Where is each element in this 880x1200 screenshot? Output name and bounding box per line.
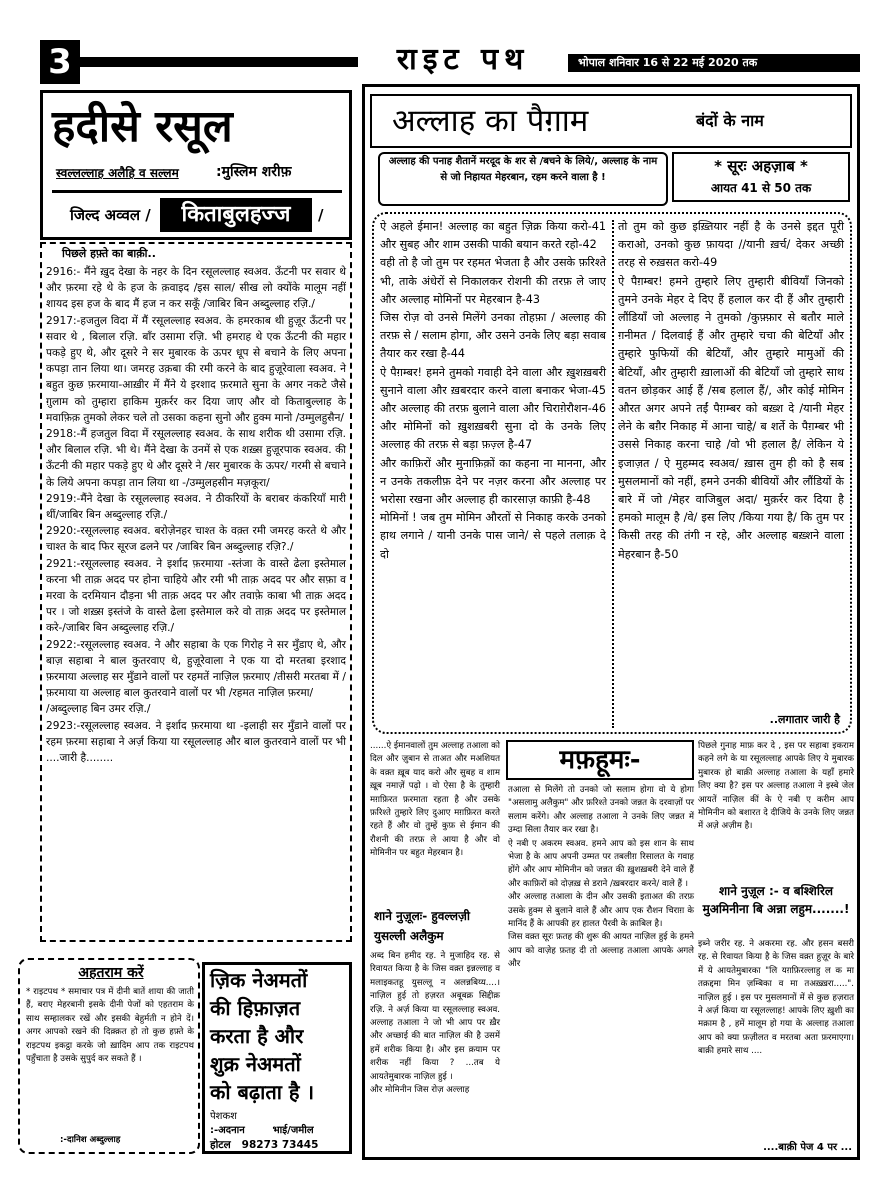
allah-title: अल्लाह का पैग़ाम bbox=[392, 103, 589, 139]
shane-right-title: शाने नुज़ूल :- व बश्शिरिल मुअमिनीना बि अन्ना लहुम.......! bbox=[702, 884, 850, 916]
baki-label: ....बाक़ी पेज 4 पर ... bbox=[763, 1142, 852, 1153]
ehtram-body: * राइटपथ * समाचार पत्र में दीनी बातें शाया की जाती हैं, बराए मेहरबानी इसके दीनी पेजों को एहतराम के साथ सम्हालकर रखें और इसकी बेहुर्मती न होने दें। अगर आपको रखने की दिक़्क़त हो तो कुछ हफ़्ते के राइटपथ इकट्ठा करके जो ख़ादिम आप तक राइटपथ पहुँचाता है उसके सुपुर्द कर सकते हैं । bbox=[26, 987, 197, 1065]
surah-ayat: आयत 41 से 50 तक bbox=[710, 181, 812, 195]
header-rule bbox=[80, 57, 358, 67]
mafhoom-middle: तआला से मिलेंगे तो उनको जो सलाम होगा वो ये होगा "असलामु अलैकुम" और फ़रिश्ते उनको जन्नत के दरवाज़ों पर सलाम करेंगे। और अल्लाह तआला ने उनके लिए जन्नत में उम्दा सिला तैयार कर रखा है। ऐ नबी ए अकरम स्वअव. हमने आप को इस शान के साथ भेजा है के आप अपनी उम्मत पर तबलीग़ रिसालत के गवाह होंगे और आप मोमिनीन को जन्नत की ख़ुशख़बरी देने वाले हैं और काफ़िरों को दोज़ख़ से डराने /ख़बरदार करने/ वाले हैं । और अल्लाह तआला के दीन और उसकी इताअत की तरफ़ उसके हुक्म से बुलाने वाले हैं और आप एक रौशन चिराग़ के मानिंद हैं के आपकी हर हालत पैरवी के क़ाबिल है। जिस वक़्त सूरः फ़तह की शुरू की आयत नाज़िल हुई के हमने आप को वाज़ेह फ़तह दी तो अल्लाह तआला आपके अगले और bbox=[508, 785, 695, 970]
continued-label: ..लगातार जारी है bbox=[769, 713, 840, 726]
masthead: राइट पथ bbox=[396, 42, 530, 77]
mafhoom-right-top: पिछले गुनाह माफ़ कर दे , इस पर सहाबा इकराम कहने लगे के या रसूलल्लाह आपके लिए ये मुबारक मुबारक हो बाक़ी अल्लाह तआला के यहाँ हमारे लिए क्या है? इस पर अल्लाह तआला ने इस्बे जेल आयतें नाज़िल कीं के ऐ नबी ए करीम आप मोमिनीन को बशारत दे दीजिये के उनके लिए जन्नत में अज़े अज़ीम है। bbox=[698, 741, 857, 832]
hadees-title: हदीसे रसूल bbox=[52, 101, 233, 152]
shane-left-title: शाने नुज़ूलः- हुवल्लज़ी युसल्ली अलैकुम bbox=[374, 909, 470, 943]
page-number: 3 bbox=[40, 40, 80, 84]
zikr-line-2: की हिफ़ाज़त bbox=[210, 996, 301, 1020]
hadees-subtitle-right: :मुस्लिम शरीफ़ bbox=[216, 164, 292, 180]
panah-text: अल्लाह की पनाह शैतानें मरदूद के शर से /बचने के लिये/, अल्लाह के नाम से जो निहायत मेहरबान, रहम करने वाला है ! bbox=[388, 156, 658, 183]
allah-subtitle: बंदों के नाम bbox=[696, 111, 764, 130]
zikr-line-1: ज़िक नेअमतों bbox=[210, 968, 308, 992]
hadees-subtitle-left: स्वल्लल्लाह अलैहि व सल्लम bbox=[56, 166, 179, 180]
mafhoom-left: ......ऐ ईमानवालों तुम अल्लाह तआला को दिल और ज़ुबान से ताअत और मअशियत के वक़्त ख़ूब याद करो और सुबह व शाम ख़ूब नमाज़ें पढ़ो । वो ऐसा है के तुम्हारी मग़फ़िरत फ़रमाता रहता है और उसके फ़रिश्ते तुम्हारे लिए दुआए मग़फ़िरत करते रहते हैं और वो तुम्हें कुफ़ से ईमान की रौशनी की तरफ़ ले आया है और वो मोमिनीन पर बहुत मेहरबान है। bbox=[370, 741, 503, 859]
jild-name: किताबुलहज्ज bbox=[160, 198, 312, 232]
shane-right-body: इब्ने जरीर रह. ने अकरमा रह. और हसन बसरी रह. से रिवायत किया है के जिस वक़्त हुज़ूर के बारे में ये आयतेमुबारका "लि यग़फ़िरल्लाहु ल क मा तक़द्दमा मिन ज़म्बिका व मा तअख़्ख़रा.....". नाज़िल हुई । इस पर मुसलमानों में से कुछ हज़रात ने अर्ज़ किया या रसूलल्लाह! आपके लिए ख़ुशी का मक़ाम है , हमें मालूम हो गया के अल्लाह तआला आप को क्या फ़ज़ीलत व मरतबा अता फ़रमाएगा। बाक़ी हमारे साथ .... bbox=[698, 939, 857, 1057]
surah-name: * सूरः अहज़ाब * bbox=[714, 157, 808, 175]
ehtram-title: अहतराम करें bbox=[78, 965, 144, 981]
zikr-hotel: होटल 98273 73445 bbox=[210, 1139, 319, 1151]
zikr-credit: :-अदनान भाई/जमील bbox=[210, 1125, 314, 1136]
jild-suffix: / bbox=[318, 206, 324, 224]
hadees-jild-rule bbox=[52, 190, 342, 193]
ayat-col-1: ऐ अहले ईमान! अल्लाह का बहुत ज़िक्र किया करो-41 और सुबह और शाम उसकी पाकी बयान करते रहो-42 वही तो है जो तुम पर रहमत भेजता है और उसके फ़रिश्ते भी, ताके अंधेरों से निकालकर रोशनी की तरफ़ ले जाए और अल्लाह मोमिनों पर मेहरबान है-43 जिस रोज़ वो उनसे मिलेंगे उनका तोहफ़ा / अल्लाह की तरफ़ से / सलाम होगा, और उसने उनके लिए बड़ा सवाब तैयार कर रखा है-44 ऐ पैग़म्बर! हमने तुमको गवाही देने वाला और ख़ुशख़बरी सुनाने वाला और ख़बरदार करने वाला बनाकर भेजा-45 और अल्लाह की तरफ़ बुलाने वाला और चिराग़ेरौशन-46 और मोमिनों को ख़ुशख़बरी सुना दो के उनके लिए अल्लाह की तरफ़ से बड़ा फ़ज़्ल है-47 और काफ़िरों और मुनाफ़िक़ों का कहना ना मानना, और न उनके तकलीफ़ देने पर नज़र करना और अल्लाह पर भरोसा रखना और अल्लाह ही कारसाज़ काफ़ी है-48 मोमिनों ! जब तुम मोमिन औरतों से निकाह करके उनको हाथ लगाने / यानी उनके पास जाने/ से पहले तलाक़ दे दो bbox=[380, 220, 606, 561]
ehtram-sign: :-दानिश अब्दुल्लाह bbox=[60, 1135, 121, 1145]
zikr-peshkash: पेशकश bbox=[210, 1111, 237, 1122]
hadees-body: 2916:- मैंने ख़ुद देखा के नहर के दिन रसूलल्लाह स्वअव. ऊँटनी पर सवार थे और फ़रमा रहे थे के हज के क़वाइद /इस साल/ सीख लो क्योंके मालूम नहीं शायद इस हज के बाद मैं हज न कर सकूँ /जाबिर बिन अब्दुल्लाह रज़ि./ 2917:-हजतुल विदा में मैं रसूलल्लाह स्वअव. के हमरकाब थी हुज़ूर ऊँटनी पर सवार थे , बिलाल रज़ि. बाँर उसामा रज़ि. भी हमराह थे एक ऊँटनी की महार पकड़े हुए थे, और दूसरे ने सर मुबारक के ऊपर धूप से बचाने के लिए अपना कपड़ा तान लिया था। जमरह उक़बा की रमी करने के बाद हुज़ूरेवाला स्वअव. ने बहुत कुछ फ़रमाया-आख़ीर में मैंने ये इरशाद फ़रमाते सुना के अगर नकटे जैसे ग़ुलाम को तुम्हारा हाकिम मुक़र्रर कर दिया जाए और वो किताबुल्लाह के मवाफ़िक़ तुमको लेकर चले तो उसका कहना सुनो और हुक्म मानो /उम्मुलहुसैन/ 2918:-मैं हजतुल विदा में रसूलल्लाह स्वअव. के साथ शरीक थी उसामा रज़ि. और बिलाल रज़ि. भी थे। मैंने देखा के उनमें से एक शख़्स हुज़ूरपाक स्वअव. की ऊँटनी की महार पकड़े हुए थे और दूसरे ने /सर मुबारक के ऊपर/ गरमी से बचाने के लिये अपना कपड़ा तान लिया था -/उम्मुलहसीन मज़कूरा/ 2919:-मैंने देखा के रसूलल्लाह स्वअव. ने ठीकरियों के बराबर कंकरियाँ मारी थीं/जाबिर बिन अब्दुल्लाह रज़ि./ 2920:-रसूलल्लाह स्वअव. बरोज़ेनहर चाश्त के वक़्त रमी जमरह करते थे और चाश्त के बाद फिर सूरज ढलने पर /जाबिर बिन अब्दुल्लाह रज़ि?./ 2921:-रसूलल्लाह स्वअव. ने इर्शाद फ़रमाया -स्तंजा के वास्ते ढेला इस्तेमाल करना भी ताक़ अदद पर होना चाहिये और रमी भी ताक़ अदद पर और सफ़ा व मरवा के दरमियान दौड़ना भी ताक़ अदद पर और तवाफ़े काबा भी ताक़ अदद पर । जो शख़्स इस्तंजे के वास्ते ढेला इस्तेमाल करे वो ताक़ अदद पर इस्तेमाल करे-/जाबिर बिन अब्दुल्लाह रज़ि./ 2922:-रसूलल्लाह स्वअव. ने और सहाबा के एक गिरोह ने सर मुँडाए थे, और बाज़ सहाबा ने बाल कुतरवाए थे, हुज़ूरेवाला ने एक या दो मरतबा इरशाद फ़रमाया अल्लाह सर मुँडाने वालों पर रहमतें नाज़िल फ़रमाए /तीसरी मरतबा में / फ़रमाया या अल्लाह बाल कुतरवाने वालों पर भी /रहमत नाज़िल फ़रमा/ /अब्दुल्लाह बिन उमर रज़ि./ 2923:-रसूलल्लाह स्वअव. ने इर्शाद फ़रमाया था -इलाही सर मुँडाने वालों पर रहम फ़रमा सहाबा ने अर्ज़ किया या रसूलल्लाह और बाल कुतरवाने वालों पर भी ....जारी है........ bbox=[46, 266, 346, 765]
zikr-line-5: को बढ़ाता है । bbox=[210, 1080, 315, 1104]
hadees-intro: पिछले हफ़्ते का बाक़ी.. bbox=[62, 247, 156, 260]
zikr-line-3: करता है और bbox=[210, 1024, 304, 1048]
ayat-col-divider bbox=[612, 220, 614, 728]
shane-left-body: अब्द बिन हमीद रह. ने मुजाहिद रह. से रिवायत किया है के जिस वक़्त इन्नल्लाह व मलाइकतहू युसल्लू न अलन्नबिय्य....। नाज़िल हुई तो हज़रत अबूबक्र सिद्दीक़ रज़ि. ने अर्ज़ किया या रसूलल्लाह स्वअव. अल्लाह तआला ने जो भी आप पर ख़ैर और अच्छाई की बात नाज़िल की है उसमें हमें शरीक किया है। और इस क़याम पर शरीक नहीं किया ? ...तब ये आयतेमुबारक नाज़िल हुई । और मोमिनीन जिस रोज़ अल्लाह bbox=[370, 951, 500, 1096]
ayat-col-2: तो तुम को कुछ इख़्तियार नहीं है के उनसे इद्दत पूरी कराओ, उनको कुछ फ़ायदा //यानी ख़र्च/ देकर अच्छी तरह से रुख़सत करो-49 ऐ पैग़म्बर! हमने तुम्हारे लिए तुम्हारी बीवियाँ जिनको तुमने उनके मेहर दे दिए हैं हलाल कर दी हैं और तुम्हारी लौंडियाँ जो अल्लाह ने तुमको /कुफ़्फ़ार से बतौर माले ग़नीमत / दिलवाई हैं और तुम्हारे चचा की बेटियाँ और तुम्हारे फुफियों की बेटियाँ, और तुम्हारे मामुओं की बेटियाँ, और तुम्हारी ख़ालाओं की बेटियाँ जो तुम्हारे साथ वतन छोड़कर आई हैं /सब हलाल हैं/, और कोई मोमिन औरत अगर अपने तईं पैग़म्बर को बख़्श दे /यानी मेहर लेने के बग़ैर निकाह में आना चाहे/ ब शर्ते के पैग़म्बर भी उससे निकाह करना चाहे /वो भी हलाल है/ लेकिन ये इजाज़त / ऐ मुहम्मद स्वअव/ ख़ास तुम ही को है सब मुसलमानों को नहीं, हमने उनकी बीवियों और लौंडियों के बारे में जो /मेहर वाजिबुल अदा/ मुक़र्रर कर दिया है हमको मालूम है /वे/ इस लिए /किया गया है/ कि तुम पर किसी तरह की तंगी न रहे, और अल्लाह बख़्शने वाला मेहरबान है-50 bbox=[618, 220, 844, 561]
mafhoom-title: मफ़हूमः- bbox=[559, 745, 641, 775]
date-line: भोपाल शनिवार 16 से 22 मई 2020 तक bbox=[568, 54, 860, 72]
zikr-line-4: शुक्र नेअमतों bbox=[210, 1052, 301, 1076]
jild-label: जिल्द अव्वल / bbox=[70, 206, 151, 224]
